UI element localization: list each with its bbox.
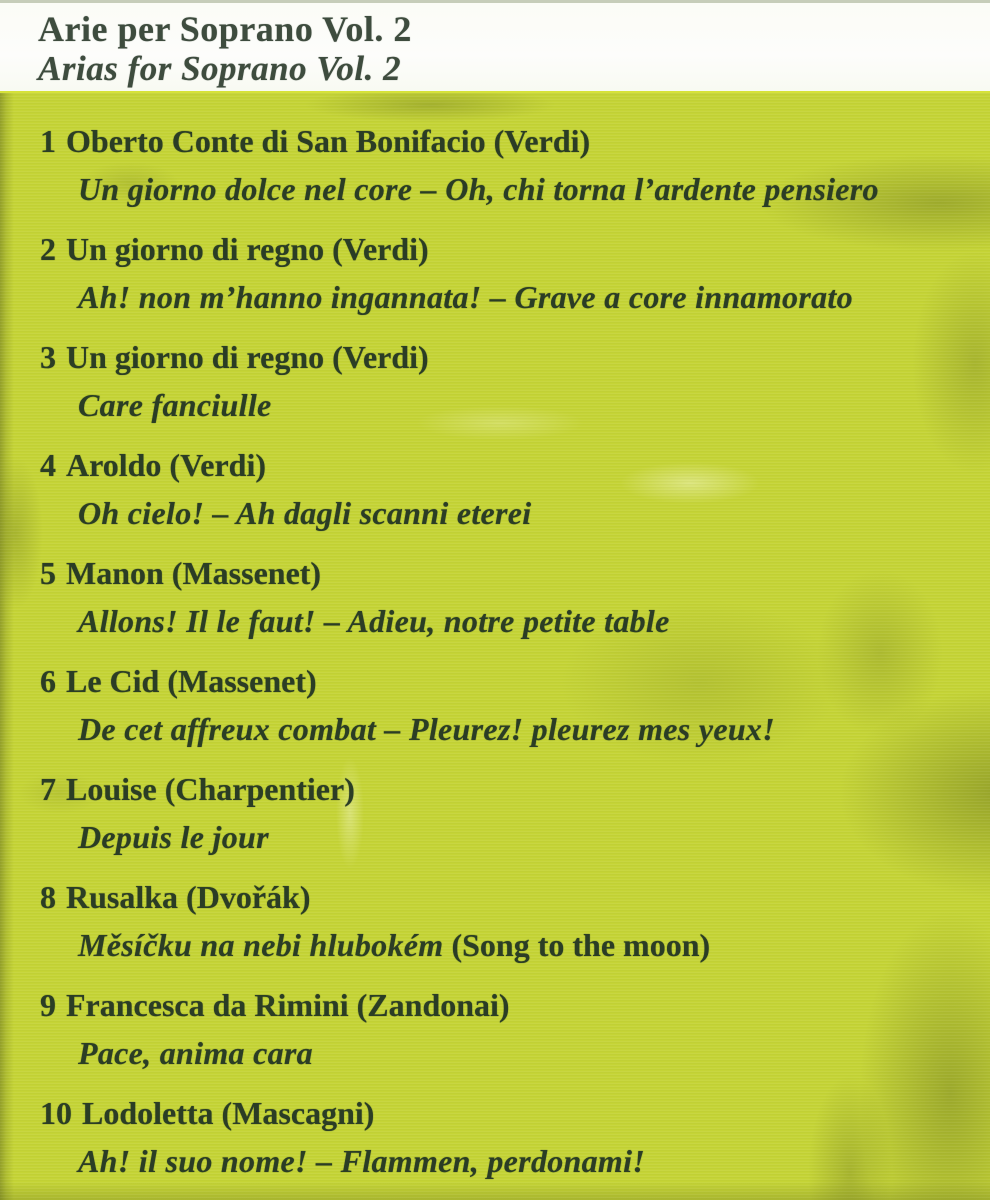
track-row xyxy=(40,117,990,213)
track-aria-line xyxy=(40,813,990,861)
track-aria: Ah! non m’hanno ingannata! – Grave a core innamorato xyxy=(78,279,853,315)
track-number: 4 xyxy=(40,447,56,483)
track-aria-line xyxy=(40,705,990,753)
track-work: Louise (Charpentier) xyxy=(66,771,355,807)
track-work: Lodoletta (Mascagni) xyxy=(82,1095,375,1131)
track-aria: Pace, anima cara xyxy=(78,1035,313,1071)
track-aria-line xyxy=(40,1137,990,1185)
track-title xyxy=(40,1089,990,1137)
track-number: 2 xyxy=(40,231,56,267)
track-work: Francesca da Rimini (Zandonai) xyxy=(66,987,510,1023)
track-aria-line xyxy=(40,921,990,969)
track-row xyxy=(40,981,990,1077)
track-title xyxy=(40,225,990,273)
track-number: 3 xyxy=(40,339,56,375)
track-number: 7 xyxy=(40,771,56,807)
track-aria-line xyxy=(40,273,990,321)
track-work: Oberto Conte di San Bonifacio (Verdi) xyxy=(66,123,591,159)
track-title xyxy=(40,981,990,1029)
track-work: Un giorno di regno (Verdi) xyxy=(66,231,429,267)
track-work: Aroldo (Verdi) xyxy=(66,447,266,483)
track-row xyxy=(40,873,990,969)
track-title xyxy=(40,765,990,813)
track-title xyxy=(40,873,990,921)
track-number: 10 xyxy=(40,1095,72,1131)
track-number: 1 xyxy=(40,123,56,159)
track-number: 5 xyxy=(40,555,56,591)
track-row xyxy=(40,441,990,537)
track-work: Le Cid (Massenet) xyxy=(66,663,317,699)
track-aria: Un giorno dolce nel core – Oh, chi torna l’ardente pensiero xyxy=(78,171,879,207)
track-aria: De cet affreux combat – Pleurez! pleurez mes yeux! xyxy=(78,711,775,747)
track-row xyxy=(40,1089,990,1185)
track-number: 8 xyxy=(40,879,56,915)
track-title xyxy=(40,117,990,165)
track-row xyxy=(40,225,990,321)
track-aria: Care fanciulle xyxy=(78,387,272,423)
track-row xyxy=(40,657,990,753)
track-title xyxy=(40,333,990,381)
track-title xyxy=(40,441,990,489)
track-aria-line xyxy=(40,597,990,645)
track-aria-line xyxy=(40,381,990,429)
track-row xyxy=(40,765,990,861)
track-work: Un giorno di regno (Verdi) xyxy=(66,339,429,375)
page-subtitle: Arias for Soprano Vol. 2 xyxy=(38,49,402,88)
page-title: Arie per Soprano Vol. 2 xyxy=(38,9,412,49)
track-aria-line xyxy=(40,1029,990,1077)
track-work: Manon (Massenet) xyxy=(66,555,322,591)
track-aria: Ah! il suo nome! – Flammen, perdonami! xyxy=(78,1143,646,1179)
track-aria: Měsíčku na nebi hlubokém xyxy=(78,927,444,963)
track-row xyxy=(40,549,990,645)
header xyxy=(0,0,990,91)
track-aria-line xyxy=(40,489,990,537)
track-aria-note: (Song to the moon) xyxy=(451,927,711,963)
track-work: Rusalka (Dvořák) xyxy=(66,879,311,915)
track-title xyxy=(40,549,990,597)
track-aria: Oh cielo! – Ah dagli scanni eterei xyxy=(78,495,532,531)
track-row xyxy=(40,333,990,429)
track-aria-line xyxy=(40,165,990,213)
track-list xyxy=(0,91,990,1200)
track-title xyxy=(40,657,990,705)
track-aria: Depuis le jour xyxy=(78,819,269,855)
track-number: 9 xyxy=(40,987,56,1023)
track-aria: Allons! Il le faut! – Adieu, notre petite table xyxy=(78,603,670,639)
track-number: 6 xyxy=(40,663,56,699)
